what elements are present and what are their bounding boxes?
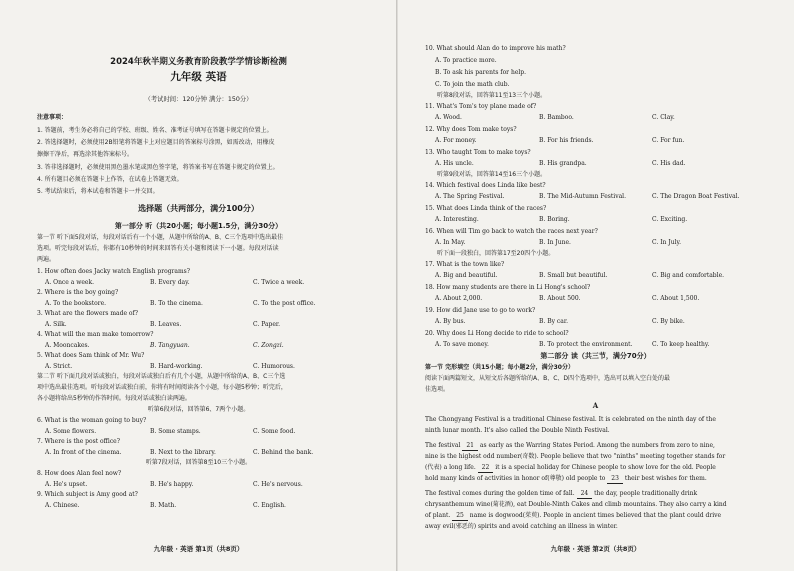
- option: A. Once a week.: [45, 279, 95, 286]
- option: A. To practice more.: [435, 57, 497, 64]
- option: B. For his friends.: [539, 137, 594, 144]
- question-16: 16. When will Tim go back to watch the races next year?: [425, 228, 598, 235]
- passage-line: The festival 21 as early as the Warring States Period. Among the numbers from zero to nine,: [425, 442, 715, 449]
- question-8: 8. How does Alan feel now?: [37, 470, 122, 477]
- option: A. About 2,000.: [435, 295, 483, 302]
- option: A. The Spring Festival.: [435, 193, 505, 200]
- cloze-instruction: 阅读下面两篇短文，从短文后各题所给的A、B、C、D四个选项中，选出可以填入空白处的最: [425, 375, 671, 382]
- option: C. For fun.: [652, 137, 685, 144]
- passage-line: chrysanthemum wine(菊花酒), eat Double-Ninth Cakes and climb mountains. They also carry a kind: [425, 501, 727, 508]
- section2-instruction: 项中选出最佳选项。听每段对话或独白前，你将有时间阅读各个小题，每小题5秒钟；听完后，: [37, 384, 287, 391]
- listen-instruction: 听第7段对话，回答第8至10三个小题。: [145, 459, 252, 466]
- question-7: 7. Where is the post office?: [37, 438, 120, 445]
- passage-line: The festival comes during the golden time of fall. 24 the day, people traditionally drink: [425, 490, 698, 497]
- note-line: 5. 考试结束后，将本试卷和答题卡一并交回。: [37, 188, 159, 195]
- passage-line: away evil(邪恶的) spirits and avoid catching an illness in winter.: [425, 523, 618, 530]
- question-18: 18. How many students are there in Li Hong's school?: [425, 284, 591, 291]
- option: A. For money.: [435, 137, 477, 144]
- option: A. Some flowers.: [45, 428, 97, 435]
- cloze-instruction: 佳选项。: [425, 386, 450, 393]
- passage-line: nine is the highest odd number(奇数). People believe that two "ninths" meeting together stands for: [425, 453, 726, 460]
- option: A. By bus.: [435, 318, 466, 325]
- exam-info: （考试时间：120分钟 满分：150分）: [144, 96, 253, 103]
- option: C. The Dragon Boat Festival.: [652, 193, 740, 200]
- option: C. Big and comfortable.: [652, 272, 725, 279]
- passage-line: ninth lunar month. It's also called the Double Ninth Festival.: [425, 427, 610, 434]
- passage-line: of plant. 25 name is dogwood(茱萸). People in ancient times believed that the plant could drive: [425, 512, 722, 519]
- note-line: 擦擦干净后，再选涂其他答案标号。: [37, 151, 134, 158]
- section2-instruction: 各小题将给出5秒钟的作答时间。每段对话或独白读两遍。: [37, 395, 191, 402]
- question-12: 12. Why does Tom make toys?: [425, 126, 517, 133]
- option: B. Boring.: [539, 216, 570, 223]
- option: A. In front of the cinema.: [45, 449, 122, 456]
- option: B. His grandpa.: [539, 160, 587, 167]
- option: C. Humorous.: [253, 363, 295, 370]
- section1-instruction: 选项。听完每段对话后，你都有10秒钟的时间来回答有关小题和阅读下一小题。每段对话读: [37, 245, 279, 252]
- option: B. Every day.: [150, 279, 190, 286]
- option: A. To save money.: [435, 341, 489, 348]
- question-3: 3. What are the flowers made of?: [37, 310, 138, 317]
- note-line: 1. 答题前，考生务必将自己的学校、班级、姓名、准考证号填写在答题卡规定的位置上。: [37, 127, 273, 134]
- option: C. Paper.: [253, 321, 281, 328]
- option: A. He's upset.: [45, 481, 88, 488]
- option: B. By car.: [539, 318, 568, 325]
- question-2: 2. Where is the boy going?: [37, 289, 119, 296]
- section2-instruction: 第二节 听下面几段对话或独白，每段对话或独白后有几个小题，从题中所给的A、B、C三个选: [37, 373, 286, 380]
- option: B. Hard-working.: [150, 363, 203, 370]
- page-footer: 九年级 · 英语 第1页（共8页）: [153, 545, 244, 553]
- blank-25: 25: [452, 512, 468, 521]
- passage-line: (代表) a long life. 22 it is a special holiday for Chinese people to show love for the old. People: [425, 464, 716, 471]
- page-two: [397, 0, 794, 571]
- note-line: 3. 答非选择题时，必须使用黑色墨水笔或黑色签字笔，将答案书写在答题卡规定的位置上。: [37, 164, 279, 171]
- blank-24: 24: [577, 490, 593, 499]
- option: B. To protect the environment.: [539, 341, 633, 348]
- listen-instruction: 听第8段对话，回答第11至13三个小题。: [437, 92, 547, 99]
- passage-label: A: [592, 401, 599, 410]
- option: C. In July.: [652, 239, 682, 246]
- option: A. Mooncakes.: [45, 342, 90, 349]
- option: C. Exciting.: [652, 216, 688, 223]
- question-10: 10. What should Alan do to improve his math?: [425, 45, 566, 52]
- option: C. He's nervous.: [253, 481, 303, 488]
- option: A. Strict.: [45, 363, 73, 370]
- option: B. He's happy.: [150, 481, 194, 488]
- listen-instruction: 听下面一段独白，回答第17至20四个小题。: [437, 250, 555, 257]
- option: B. Small but beautiful.: [539, 272, 608, 279]
- option: B. Math.: [150, 502, 177, 509]
- option: B. To ask his parents for help.: [435, 69, 527, 76]
- question-15: 15. What does Linda think of the races?: [425, 205, 547, 212]
- option: B. To the cinema.: [150, 300, 203, 307]
- option: A. Chinese.: [45, 502, 80, 509]
- option: C. Some food.: [253, 428, 296, 435]
- listen-instruction: 听第9段对话，回答第14至16三个小题。: [437, 171, 547, 178]
- option: A. Silk.: [45, 321, 67, 328]
- passage-line: The Chongyang Festival is a traditional Chinese festival. It is celebrated on the ninth day of the: [425, 416, 716, 423]
- option: C. To keep healthy.: [652, 341, 710, 348]
- question-11: 11. What's Tom's toy plane made of?: [425, 103, 537, 110]
- page-footer: 九年级 · 英语 第2页（共8页）: [550, 545, 641, 553]
- option: A. His uncle.: [435, 160, 474, 167]
- option: C. To join the math club.: [435, 81, 510, 88]
- option: B. In June.: [539, 239, 571, 246]
- question-20: 20. Why does Li Hong decide to ride to school?: [425, 330, 569, 337]
- exam-title: 2024年秋半期义务教育阶段教学学情诊断检测: [110, 57, 287, 67]
- option: C. To the post office.: [253, 300, 316, 307]
- option: B. Next to the library.: [150, 449, 216, 456]
- question-5: 5. What does Sam think of Mr. Wu?: [37, 352, 145, 359]
- section1-instruction: 第一节 听下面5段对话，每段对话后有一个小题，从题中所给的A、B、C三个选项中选出最佳: [37, 234, 284, 241]
- question-17: 17. What is the town like?: [425, 261, 505, 268]
- note-line: 2. 答选择题时，必须使用2B铅笔将答题卡上对应题目的答案标号涂黑，如需改动，用橡皮: [37, 139, 275, 146]
- part-title: 选择题（共两部分，满分100分）: [138, 204, 259, 213]
- part1-title: 第一部分 听（共20小题；每小题1.5分，满分30分）: [114, 222, 283, 230]
- question-13: 13. Who taught Tom to make toys?: [425, 149, 531, 156]
- option: C. Twice a week.: [253, 279, 305, 286]
- option: C. Clay.: [652, 114, 675, 121]
- question-19: 19. How did Jane use to go to work?: [425, 307, 536, 314]
- option: B. Bamboo.: [539, 114, 574, 121]
- blank-22: 22: [478, 464, 494, 473]
- option: B. Leaves.: [150, 321, 182, 328]
- option: B. About 500.: [539, 295, 581, 302]
- cloze-instruction: 第一节 完形填空（共15小题；每小题2分，满分30分）: [425, 364, 574, 371]
- option: B. The Mid-Autumn Festival.: [539, 193, 626, 200]
- question-6: 6. What is the woman going to buy?: [37, 417, 147, 424]
- option: C. About 1,500.: [652, 295, 700, 302]
- option: C. Behind the bank.: [253, 449, 314, 456]
- question-1: 1. How often does Jacky watch English programs?: [37, 268, 190, 275]
- option: A. In May.: [435, 239, 466, 246]
- question-4: 4. What will the man make tomorrow?: [37, 331, 154, 338]
- blank-23: 23: [607, 475, 623, 484]
- option: A. To the bookstore.: [45, 300, 107, 307]
- section1-instruction: 两遍。: [37, 256, 56, 263]
- option: A. Interesting.: [435, 216, 479, 223]
- option: A. Big and beautiful.: [435, 272, 498, 279]
- notes-title: 注意事项：: [37, 114, 68, 121]
- option: C. English.: [253, 502, 286, 509]
- option: B. Some stamps.: [150, 428, 201, 435]
- question-14: 14. Which festival does Linda like best?: [425, 182, 546, 189]
- option: C. Zongzi.: [253, 342, 284, 349]
- listen-instruction: 听第6段对话，回答第6、7两个小题。: [147, 406, 250, 413]
- part2-title: 第二部分 读（共三节，满分70分）: [540, 352, 651, 360]
- passage-line: hold many kinds of activities in honor of(尊敬) old people to 23 their best wishes for them.: [425, 475, 707, 482]
- option: A. Wood.: [435, 114, 462, 121]
- grade-subject: 九年级 英语: [170, 71, 227, 83]
- option: C. By bike.: [652, 318, 685, 325]
- note-line: 4. 所有题目必须在答题卡上作答，在试卷上答题无效。: [37, 176, 183, 183]
- option: C. His dad.: [652, 160, 686, 167]
- question-9: 9. Which subject is Amy good at?: [37, 491, 138, 498]
- option: B. Tangyuan.: [150, 342, 190, 349]
- blank-21: 21: [462, 442, 478, 451]
